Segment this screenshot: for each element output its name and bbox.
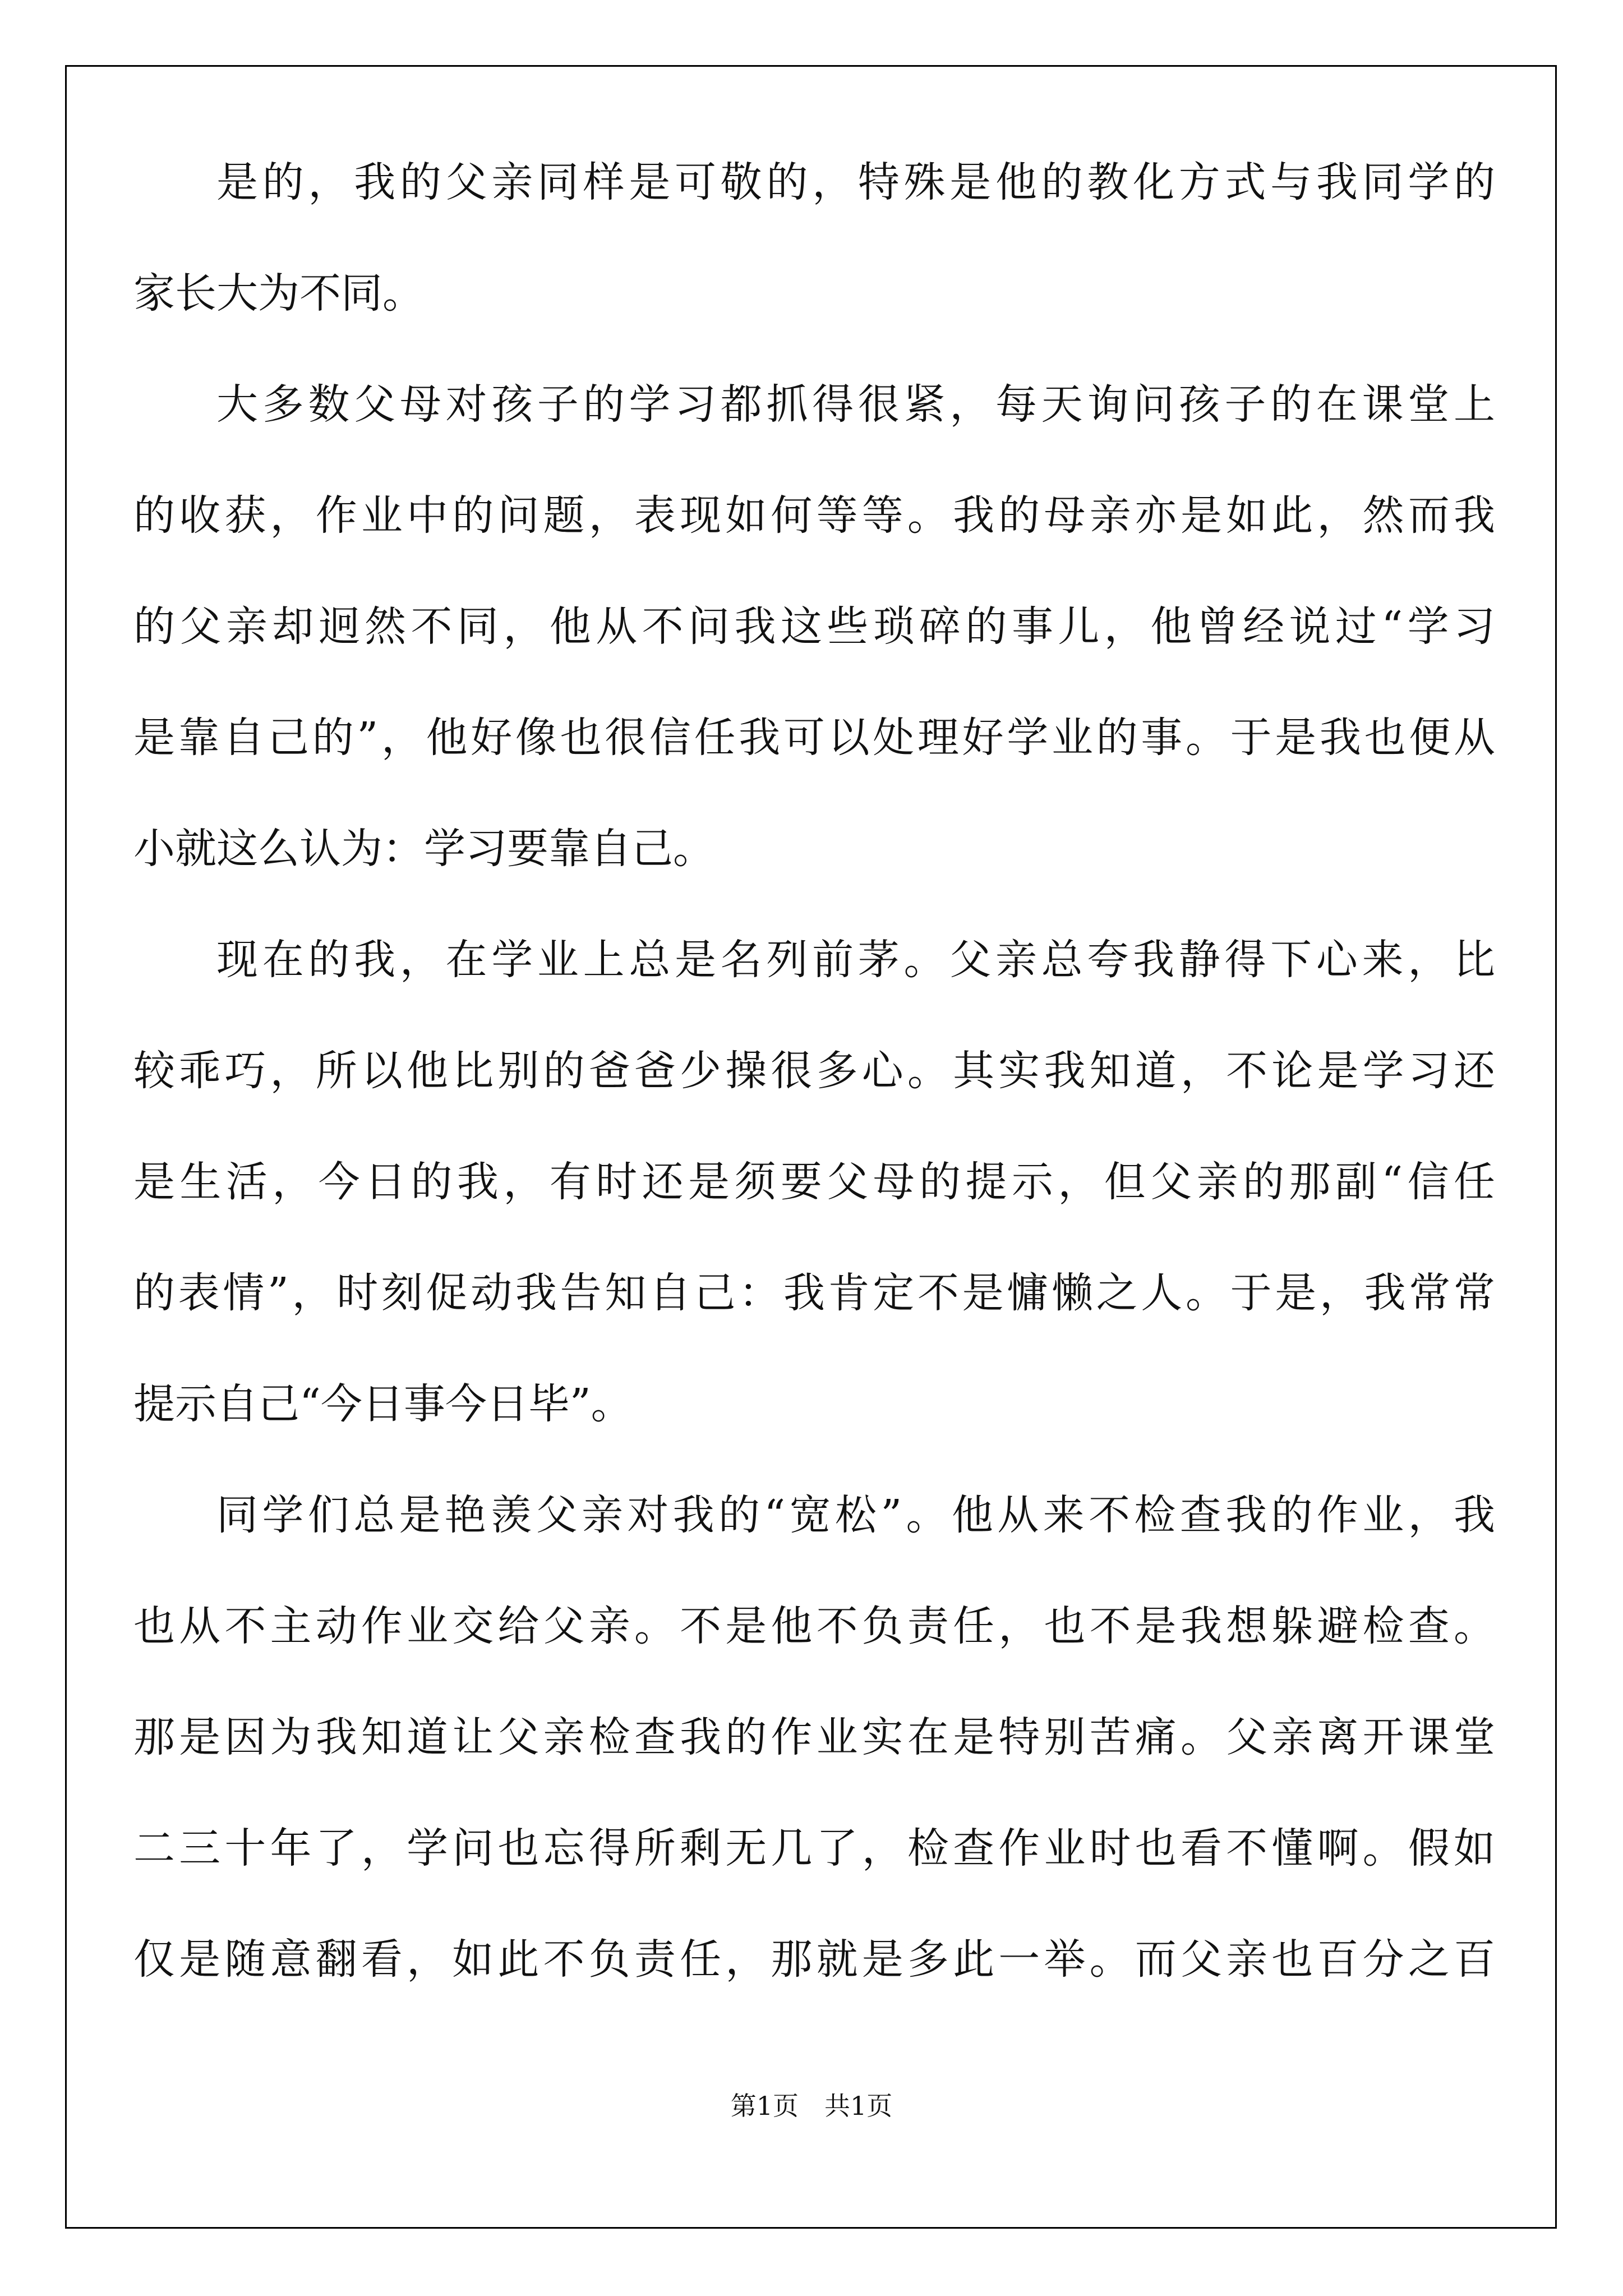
page-number: 第1页 共1页 — [730, 2091, 893, 2121]
text-line: 二三十年了，学问也忘得所剩无几了，检查作业时也看不懂啊。假如 — [133, 1824, 1495, 1872]
text-line: 小就这么认为：学习要靠自己。 — [133, 825, 714, 873]
text-line: 大多数父母对孩子的学习都抓得很紧，每天询问孩子的在课堂上 — [216, 380, 1495, 429]
text-line: 是的，我的父亲同样是可敬的，特殊是他的教化方式与我同学的 — [216, 158, 1495, 206]
text-line: 仅是随意翻看，如此不负责任，那就是多此一举。而父亲也百分之百 — [133, 1935, 1495, 1984]
text-line: 的父亲却迥然不同，他从不问我这些琐碎的事儿，他曾经说过“学习 — [133, 602, 1495, 651]
text-line: 提示自己“今日事今日毕”。 — [133, 1380, 633, 1428]
text-line: 也从不主动作业交给父亲。不是他不负责任，也不是我想躲避检查。 — [133, 1602, 1495, 1650]
text-line: 是靠自己的”，他好像也很信任我可以处理好学业的事。于是我也便从 — [133, 714, 1495, 762]
text-line: 的表情”，时刻促动我告知自己：我肯定不是慵懒之人。于是，我常常 — [133, 1269, 1495, 1317]
text-line: 的收获，作业中的问题，表现如何等等。我的母亲亦是如此，然而我 — [133, 491, 1495, 540]
text-line: 较乖巧，所以他比别的爸爸少操很多心。其实我知道，不论是学习还 — [133, 1047, 1495, 1095]
text-line: 现在的我，在学业上总是名列前茅。父亲总夸我静得下心来，比 — [216, 936, 1495, 984]
text-line: 家长大为不同。 — [133, 269, 424, 318]
text-line: 那是因为我知道让父亲检查我的作业实在是特别苦痛。父亲离开课堂 — [133, 1713, 1495, 1761]
text-line: 同学们总是艳羡父亲对我的“宽松”。他从来不检查我的作业，我 — [216, 1491, 1495, 1539]
text-line: 是生活，今日的我，有时还是须要父母的提示，但父亲的那副“信任 — [133, 1158, 1495, 1206]
